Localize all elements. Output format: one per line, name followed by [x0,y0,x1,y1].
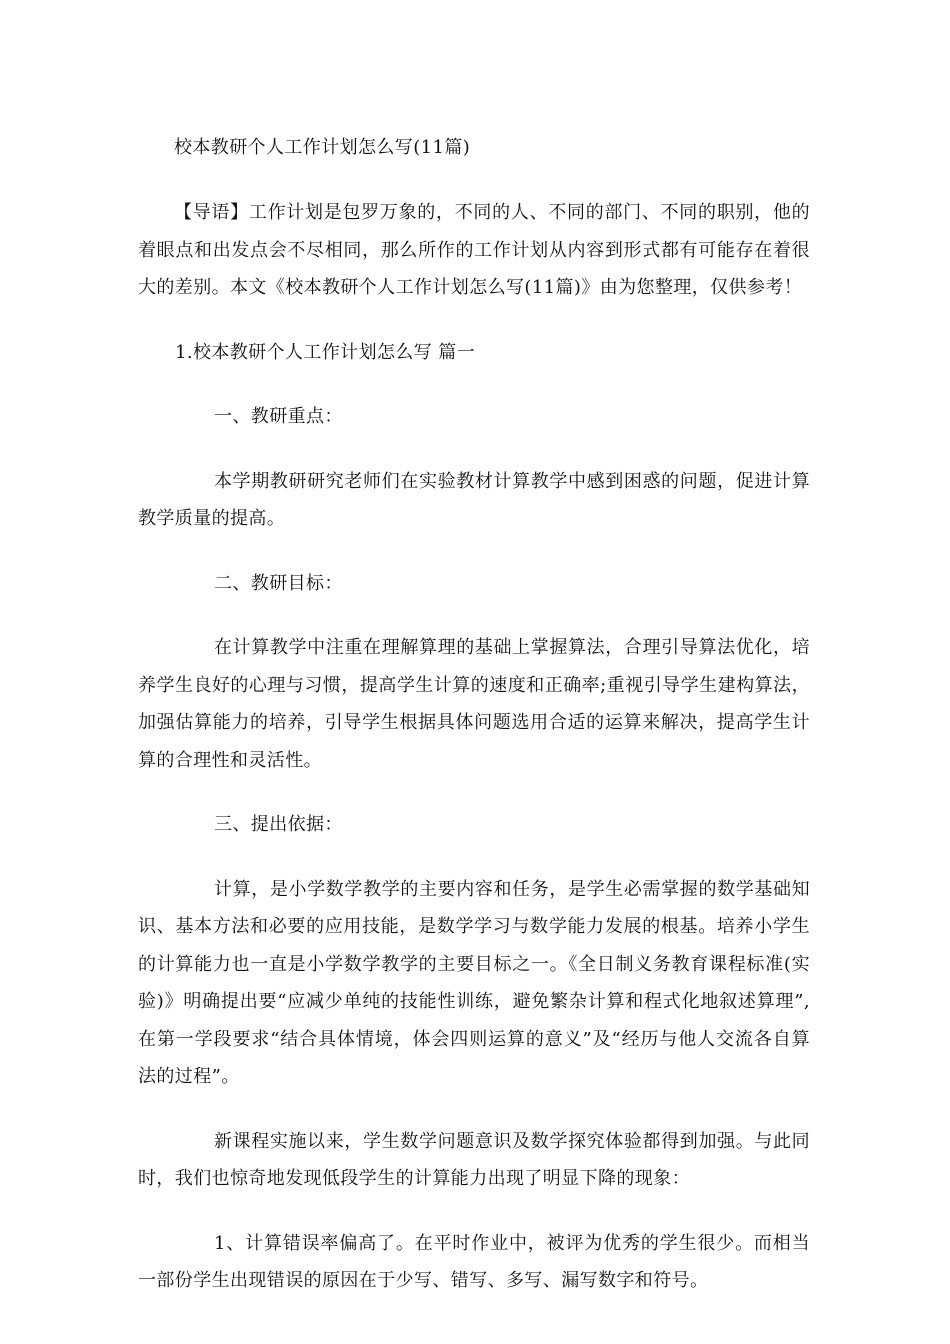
basis-paragraph-2: 新课程实施以来，学生数学问题意识及数学探究体验都得到加强。与此同时，我们也惊奇地发现低段学生的计算能力出现了明显下降的现象： [138,1130,810,1189]
subsection-heading-focus: 一、教研重点： [214,406,343,427]
subsection-heading-basis: 三、提出依据： [214,814,343,835]
document-body [138,133,810,1327]
basis-paragraph-3: 1、计算错误率偏高了。在平时作业中，被评为优秀的学生很少。而相当一部份学生出现错误的原因在于少写、错写、多写、漏写数字和符号。 [138,1232,810,1291]
subsection-heading-goals: 二、教研目标： [214,572,343,594]
document-title: 校本教研个人工作计划怎么写(11篇) [174,137,471,158]
goals-paragraph: 在计算教学中注重在理解算理的基础上掌握算法，合理引导算法优化，培养学生良好的心理与习惯，提高学生计算的速度和正确率;重视引导学生建构算法，加强估算能力的培养，引导学生根据具体问题选用合适的运算来解决，提高学生计算的合理性和灵活性。 [138,637,810,771]
basis-paragraph-1: 计算，是小学数学教学的主要内容和任务，是学生必需掌握的数学基础知识、基本方法和必要的应用技能，是数学学习与数学能力发展的根基。培养小学生的计算能力也一直是小学数学教学的主要目标之一。《全日制义务教育课程标准(实验)》明确提出要“应减少单纯的技能性训练，避免繁杂计算和程式化地叙述算理”,在第一学段要求“结合具体情境，体会四则运算的意义”及“经历与他人交流各自算法的过程”。 [138,878,810,1087]
intro-paragraph: 【导语】工作计划是包罗万象的，不同的人、不同的部门、不同的职别，他的着眼点和出发点会不尽相同，那么所作的工作计划从内容到形式都有可能存在着很大的差别。本文《校本教研个人工作计划怎么写(11篇)》由为您整理，仅供参考！ [138,202,810,298]
section-heading: 1.校本教研个人工作计划怎么写 篇一 [175,341,476,363]
focus-paragraph: 本学期教研研究老师们在实验教材计算教学中感到困惑的问题，促进计算教学质量的提高。 [138,470,810,529]
